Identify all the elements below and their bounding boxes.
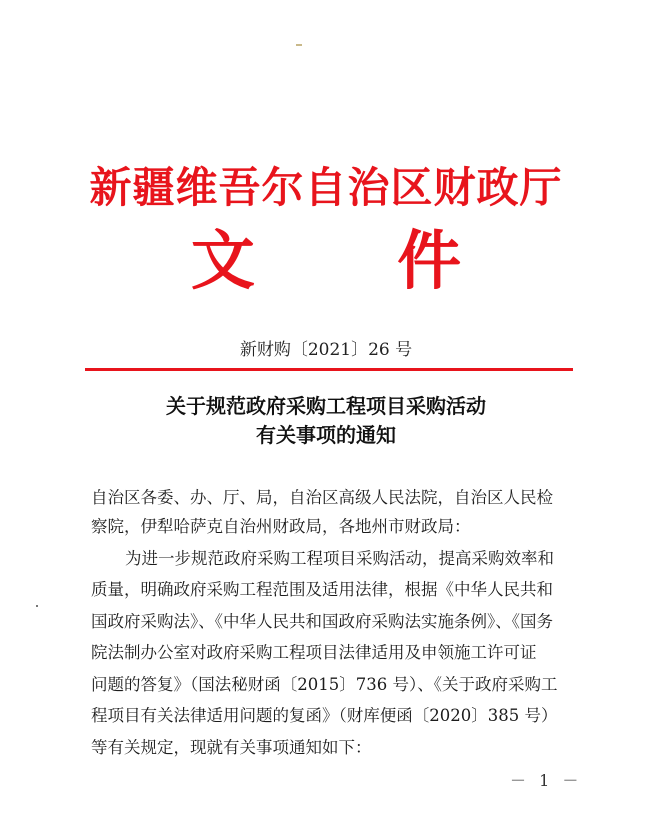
document-number: 新财购〔2021〕26 号 xyxy=(239,340,413,360)
body-line-paragraph-1: 为进一步规范政府采购工程项目采购活动，提高采购效率和 xyxy=(125,549,554,568)
body-line-paragraph-2: 质量，明确政府采购工程范围及适用法律，根据《中华人民共和 xyxy=(91,580,553,599)
body-line-paragraph-7: 等有关规定，现就有关事项通知如下： xyxy=(91,738,372,757)
red-divider-line xyxy=(85,368,573,371)
scan-speck xyxy=(36,605,38,607)
body-line-recipients-2: 察院，伊犁哈萨克自治州财政局，各地州市财政局： xyxy=(91,517,471,536)
issuer-heading: 新疆维吾尔自治区财政厅 xyxy=(89,163,563,212)
body-line-paragraph-6: 程项目有关法律适用问题的复函》（财库便函〔2020〕385 号） xyxy=(91,706,558,725)
body-line-paragraph-5: 问题的答复》（国法秘财函〔2015〕736 号）、《关于政府采购工 xyxy=(91,675,558,694)
document-title-line-2: 有关事项的通知 xyxy=(256,423,396,447)
body-line-recipients-1: 自治区各委、办、厅、局，自治区高级人民法院，自治区人民检 xyxy=(91,488,553,507)
body-line-paragraph-4: 院法制办公室对政府采购工程项目法律适用及申领施工许可证 xyxy=(91,643,537,662)
document-type-heading: 文 件 xyxy=(190,224,522,299)
scan-speck xyxy=(296,44,302,46)
document-title-line-1: 关于规范政府采购工程项目采购活动 xyxy=(166,394,486,418)
body-line-paragraph-3: 国政府采购法》、《中华人民共和国政府采购法实施条例》、《国务 xyxy=(91,612,553,631)
page-number: － 1 － xyxy=(510,771,583,790)
